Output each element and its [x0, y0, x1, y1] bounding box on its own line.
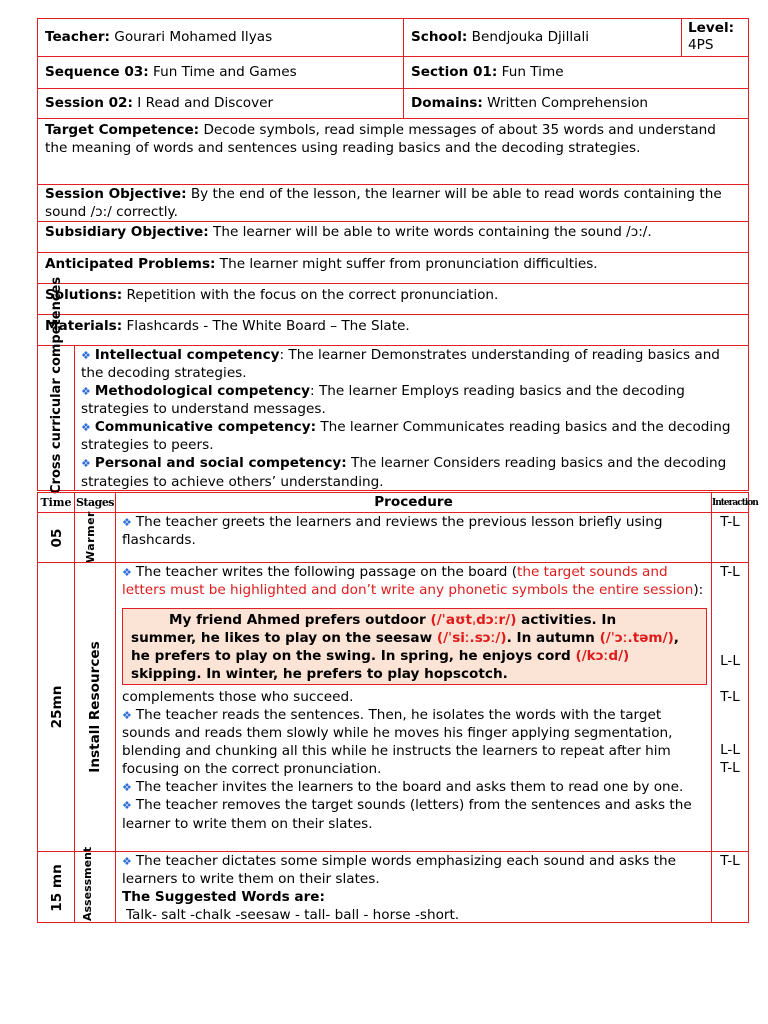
diamond-bullet-icon: ❖	[81, 457, 91, 471]
diamond-bullet-icon: ❖	[122, 781, 132, 795]
problems-text: The learner might suffer from pronunciation difficulties.	[219, 256, 598, 272]
warmer-time-cell	[37, 512, 75, 563]
warmer-time: 05	[49, 528, 65, 548]
assess-procedure-cell	[115, 851, 712, 923]
school-cell	[403, 18, 682, 57]
session-objective-row	[37, 184, 749, 222]
install-step-write-passage: ❖ The teacher writes the following passage on the board (the target sounds and letters must be highlighted and don’t write any phonetic symbols the entire session):	[122, 564, 704, 599]
assess-time: 15 mn	[49, 864, 65, 912]
competency-item: ❖ Communicative competency: The learner Communicates reading basics and the decoding strategies to peers.	[81, 419, 731, 454]
materials-row	[37, 314, 749, 346]
diamond-bullet-icon: ❖	[81, 421, 91, 435]
col-procedure-header: Procedure	[115, 492, 712, 513]
competency-item: ❖ Personal and social competency: The learner Considers reading basics and the decoding strategies to achieve others’ understanding.	[81, 455, 727, 490]
interaction-1: T-L	[720, 564, 740, 580]
teacher-name: Gourari Mohamed Ilyas	[114, 29, 273, 45]
assess-step-dictate: ❖ The teacher dictates some simple words emphasizing each sound and asks the learners to write them on their slates.	[122, 853, 676, 888]
passage-line: My friend Ahmed prefers outdoor (/ˈaʊtˌdɔːr/) activities. In	[169, 612, 617, 628]
cross-curricular-label: Cross curricular competences	[49, 276, 64, 494]
diamond-bullet-icon: ❖	[81, 385, 91, 399]
install-time-cell	[37, 562, 75, 852]
assess-stage: Assessment	[81, 846, 94, 921]
solutions-label: Solutions:	[45, 287, 123, 303]
warmer-stage-cell	[74, 512, 116, 563]
sequence-value: Fun Time and Games	[153, 64, 297, 80]
passage-box	[122, 608, 707, 685]
install-step-remove-sounds: ❖ The teacher removes the target sounds (letters) from the sentences and asks the learner to write them on their slates.	[122, 797, 692, 832]
solutions-text: Repetition with the focus on the correct pronunciation.	[126, 287, 499, 303]
install-stage: Install Resources	[87, 641, 103, 773]
diamond-bullet-icon: ❖	[122, 855, 132, 868]
diamond-bullet-icon: ❖	[122, 799, 132, 813]
competency-item: ❖ Methodological competency: The learner Employs reading basics and the decoding strategies to understand messages.	[81, 383, 685, 418]
col-stages-header: Stages	[74, 492, 116, 513]
interaction-5: T-L	[720, 760, 740, 776]
teacher-label: Teacher:	[45, 29, 110, 45]
section-value: Fun Time	[501, 64, 564, 80]
subsidiary-objective-row	[37, 221, 749, 253]
install-step-complements: complements those who succeed.	[122, 689, 354, 705]
suggested-words: Talk- salt -chalk -seesaw - tall- ball - horse -short.	[126, 907, 460, 924]
level-cell	[681, 18, 749, 57]
anticipated-problems-row	[37, 252, 749, 284]
section-label: Section 01:	[411, 64, 498, 80]
school-label: School:	[411, 29, 468, 45]
teacher-cell	[37, 18, 404, 57]
sequence-label: Sequence 03:	[45, 64, 149, 80]
suggested-words-label: The Suggested Words are:	[122, 889, 325, 906]
warmer-stage: Warmer	[84, 511, 97, 563]
warmer-interaction-cell: T-L	[711, 512, 749, 563]
passage-line: skipping. In winter, he prefers to play hopscotch.	[131, 666, 508, 683]
col-interaction-header: Interaction	[711, 492, 749, 513]
cross-curricular-list	[74, 345, 749, 491]
interaction-2: L-L	[720, 653, 740, 669]
target-text: Decode symbols, read simple messages of about 35 words and understand the meaning of words and sentences using reading basics and the decoding strategies.	[45, 122, 716, 157]
materials-label: Materials:	[45, 318, 123, 334]
install-procedure-cell	[115, 562, 712, 852]
domains-label: Domains:	[411, 95, 483, 111]
level-label: Level:	[688, 20, 735, 36]
domains-value: Written Comprehension	[487, 95, 649, 111]
interaction-3: T-L	[720, 689, 740, 705]
install-time: 25mn	[49, 685, 65, 729]
subsidiary-label: Subsidiary Objective:	[45, 224, 209, 240]
assess-interaction-cell: T-L	[711, 851, 749, 923]
diamond-bullet-icon: ❖	[122, 566, 132, 579]
interaction-4: L-L	[720, 742, 740, 758]
install-stage-cell	[74, 562, 116, 852]
assess-time-cell	[37, 851, 75, 923]
target-label: Target Competence:	[45, 122, 200, 138]
problems-label: Anticipated Problems:	[45, 256, 216, 272]
subsidiary-text: The learner will be able to write words containing the sound /ɔ:/.	[213, 224, 652, 240]
domains-cell	[403, 88, 749, 119]
diamond-bullet-icon: ❖	[81, 349, 91, 362]
objective-text: By the end of the lesson, the learner will be able to read words containing the sound /ɔ:/ correctly.	[45, 186, 722, 221]
section-cell	[403, 56, 749, 89]
competency-item: ❖ Intellectual competency: The learner Demonstrates understanding of reading basics and the decoding strategies.	[81, 347, 720, 382]
cross-curricular-label-cell	[37, 276, 75, 494]
materials-text: Flashcards - The White Board – The Slate.	[126, 318, 410, 334]
passage-line: he prefers to play on the swing. In spring, he enjoys cord (/kɔːd/)	[131, 648, 630, 665]
sequence-cell	[37, 56, 404, 89]
objective-label: Session Objective:	[45, 186, 187, 202]
install-step-read-sentences: ❖ The teacher reads the sentences. Then, he isolates the words with the target sounds and reads them slowly while he moves his finger applying segmentation, blending and chunking all this while he instructs the learners to repeat after him focusing on the correct pronunciation.	[122, 707, 673, 778]
session-cell	[37, 88, 404, 119]
school-name: Bendjouka Djillali	[471, 29, 590, 45]
warmer-procedure-cell: ❖ The teacher greets the learners and reviews the previous lesson briefly using flashcards.	[115, 512, 712, 563]
assess-stage-cell	[74, 846, 116, 923]
diamond-bullet-icon: ❖	[122, 516, 132, 529]
target-competence-row	[37, 118, 749, 185]
solutions-row	[37, 283, 749, 315]
session-label: Session 02:	[45, 95, 133, 111]
session-value: I Read and Discover	[137, 95, 274, 111]
diamond-bullet-icon: ❖	[122, 709, 132, 723]
col-time-header: Time	[37, 492, 75, 513]
install-step-invite: ❖ The teacher invites the learners to the board and asks them to read one by one.	[122, 779, 684, 796]
install-interaction-cell	[711, 562, 749, 852]
level-value: 4PS	[688, 36, 714, 53]
passage-line: summer, he likes to play on the seesaw (/ˈsiː.sɔː/). In autumn (/ˈɔː.təm/),	[131, 630, 679, 647]
